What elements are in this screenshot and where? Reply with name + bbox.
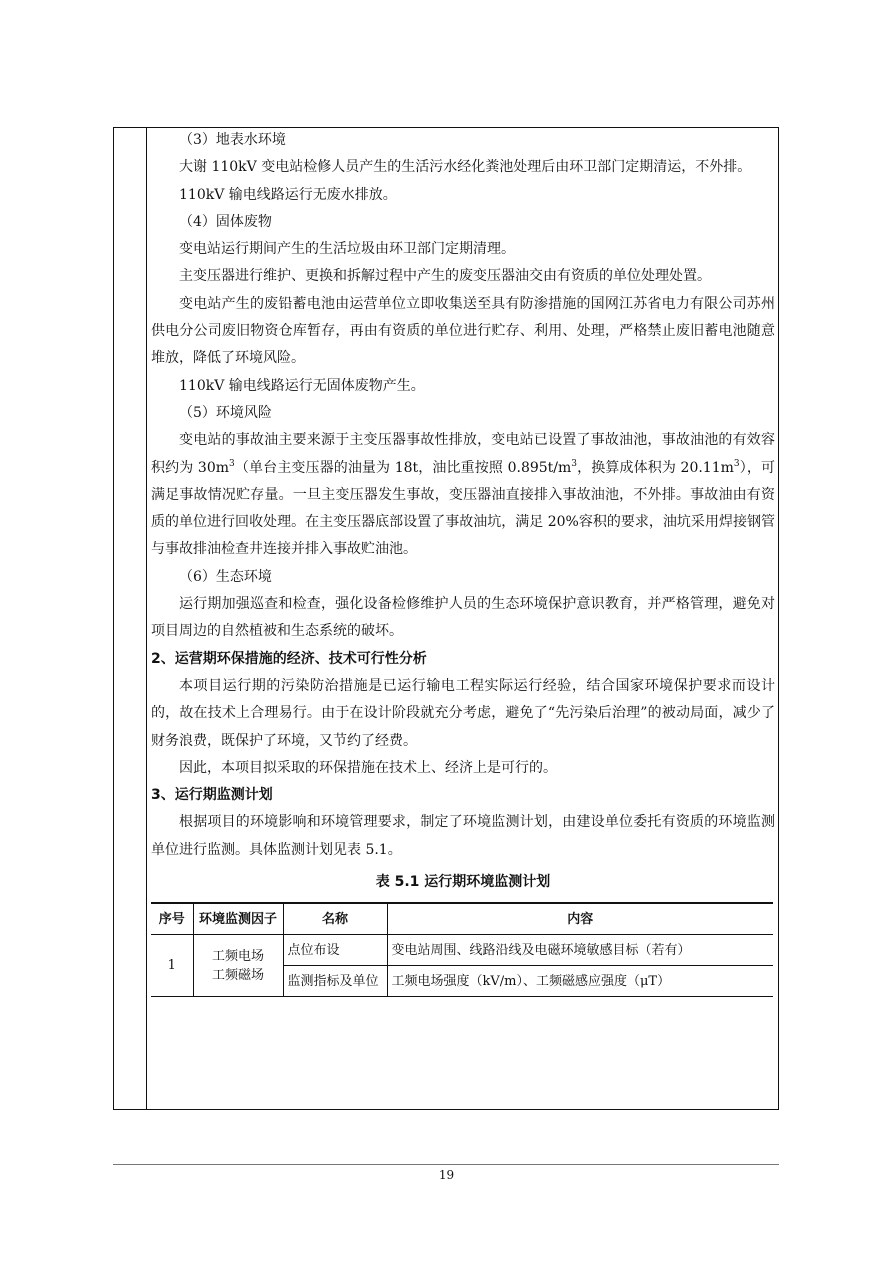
factor-line: 工频磁场 (211, 967, 264, 983)
column-header: 名称 (283, 903, 387, 935)
table-header-row (151, 903, 773, 935)
table-cell-no: 1 (151, 935, 193, 997)
section-heading-solid-waste: （4）固体废物 (179, 213, 272, 230)
superscript: 3 (733, 458, 740, 469)
paragraph: 运行期加强巡查和检查，强化设备检修维护人员的生态环境保护意识教育，并严格管理，避免对项目周边的自然植被和生态系统的破坏。 (151, 596, 775, 640)
table-row (151, 935, 773, 966)
table-cell-content: 工频电场强度（kV/m）、工频磁感应强度（μT） (387, 966, 773, 997)
monitoring-plan-table (151, 902, 773, 997)
frame-left-column-divider (146, 128, 147, 1109)
table-cell-content: 变电站周围、线路沿线及电磁环境敏感目标（若有） (387, 935, 773, 966)
footer-divider (113, 1164, 779, 1165)
column-header: 内容 (387, 903, 773, 935)
page-number: 19 (438, 1168, 455, 1182)
paragraph: 主变压器进行维护、更换和拆解过程中产生的废变压器油交由有资质的单位处理处置。 (179, 268, 711, 285)
table-cell-name: 点位布设 (283, 935, 387, 966)
table-caption: 表 5.1 运行期环境监测计划 (375, 874, 551, 891)
superscript: 3 (229, 458, 235, 469)
section-heading-risk: （5）环境风险 (179, 404, 272, 421)
section-heading-surface-water: （3）地表水环境 (179, 132, 286, 148)
paragraph: 变电站运行期间产生的生活垃圾由环卫部门定期清理。 (179, 241, 515, 258)
section-heading-feasibility: 2、运营期环保措施的经济、技术可行性分析 (151, 650, 427, 667)
paragraph: 根据项目的环境影响和环境管理要求，制定了环境监测计划，由建设单位委托有资质的环境监测单位进行监测。具体监测计划见表 5.1。 (151, 814, 775, 858)
table-cell-name: 监测指标及单位 (283, 966, 387, 997)
section-heading-monitoring: 3、运行期监测计划 (151, 787, 273, 804)
paragraph: 本项目运行期的污染防治措施是已运行输电工程实际运行经验，结合国家环境保护要求而设计的，故在技术上合理易行。由于在设计阶段就充分考虑，避免了“先污染后治理”的被动局面，减少了财务浪费，既保护了环境，又节约了经费。 (151, 677, 775, 749)
document-content (151, 127, 775, 997)
text-span: ），可满足事故情况贮存量。一旦主变压器发生事故，变压器油直接排入事故油池，不外排。事故油由有资质的单位进行回收处理。在主变压器底部设置了事故油坑，满足 20%容积的要求，油坑采用焊接钢管与事故排油检查井连接并排入事故贮油池。 (151, 459, 775, 558)
paragraph: 变电站产生的废铅蓄电池由运营单位立即收集送至具有防渗措施的国网江苏省电力有限公司苏州供电分公司废旧物资仓库暂存，再由有资质的单位进行贮存、利用、处理，严格禁止废旧蓄电池随意堆放，降低了环境风险。 (151, 295, 775, 367)
text-span: （单台主变压器的油量为 18t，油比重按照 0.895t/m (234, 459, 572, 476)
column-header: 环境监测因子 (193, 903, 283, 935)
paragraph-risk (151, 427, 775, 563)
paragraph: 大谢 110kV 变电站检修人员产生的生活污水经化粪池处理后由环卫部门定期清运，不外排。 (179, 159, 752, 176)
text-span: ，换算成体积为 20.11m (577, 459, 734, 476)
text-span: 变电站的事故油主要来源于主变压器事故性排放，变电站已设置了事故油池，事故油池的有效容积约为 30m (151, 432, 775, 476)
paragraph: 110kV 输电线路运行无固体废物产生。 (179, 377, 425, 394)
paragraph: 110kV 输电线路运行无废水排放。 (179, 186, 397, 203)
superscript: 3 (571, 458, 578, 469)
factor-line: 工频电场 (211, 948, 264, 964)
table-cell-factor (193, 935, 283, 997)
paragraph: 因此，本项目拟采取的环保措施在技术上、经济上是可行的。 (179, 759, 557, 776)
column-header: 序号 (151, 903, 193, 935)
section-heading-ecology: （6）生态环境 (179, 568, 272, 585)
